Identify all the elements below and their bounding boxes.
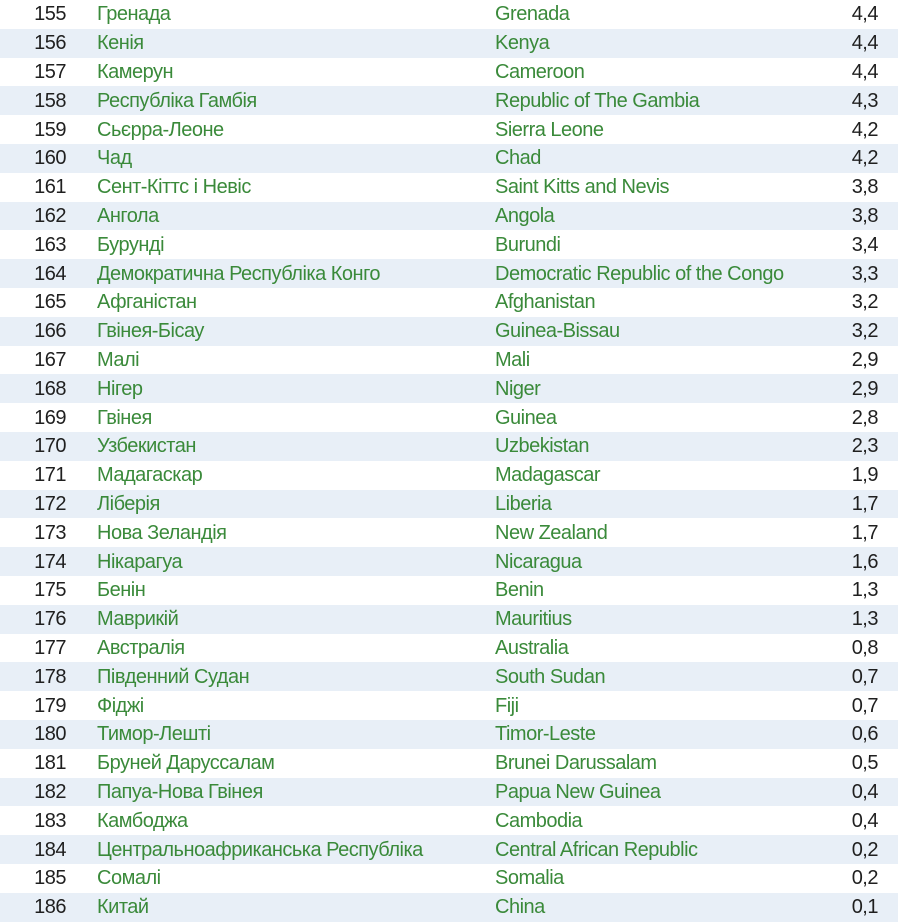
country-name-en-cell: Timor-Leste bbox=[495, 723, 596, 746]
rank-cell: 186 bbox=[34, 896, 66, 919]
rank-cell: 163 bbox=[34, 233, 66, 256]
country-name-uk-cell: Бруней Даруссалам bbox=[97, 752, 275, 775]
score-cell: 1,9 bbox=[851, 464, 878, 487]
country-name-uk-cell: Гвінея bbox=[97, 406, 152, 429]
country-name-uk-cell: Мадагаскар bbox=[97, 464, 203, 487]
country-name-en-cell: Guinea-Bissau bbox=[495, 320, 620, 343]
gap-cell bbox=[66, 835, 97, 864]
rank-cell: 158 bbox=[34, 89, 66, 112]
gap-cell bbox=[66, 691, 97, 720]
table-row bbox=[0, 691, 898, 720]
country-name-uk-cell: Ангола bbox=[97, 204, 159, 227]
score-cell: 2,8 bbox=[851, 406, 878, 429]
rank-cell: 177 bbox=[34, 636, 66, 659]
country-name-en-cell: Benin bbox=[495, 579, 544, 602]
gap-cell bbox=[66, 893, 97, 922]
gap-cell bbox=[66, 115, 97, 144]
gap-cell bbox=[66, 749, 97, 778]
table-row bbox=[0, 288, 898, 317]
gap-cell bbox=[66, 29, 97, 58]
country-name-en-cell: Niger bbox=[495, 377, 541, 400]
score-cell: 4,4 bbox=[851, 60, 878, 83]
rank-cell: 167 bbox=[34, 348, 66, 371]
table-row bbox=[0, 634, 898, 663]
country-name-en-cell: Cameroon bbox=[495, 60, 585, 83]
score-cell: 0,4 bbox=[851, 780, 878, 803]
table-row bbox=[0, 0, 898, 29]
country-name-en-cell: Mauritius bbox=[495, 608, 572, 631]
score-cell: 2,9 bbox=[851, 377, 878, 400]
gap-cell bbox=[66, 432, 97, 461]
country-name-uk-cell: Камбоджа bbox=[97, 809, 188, 832]
rank-cell: 166 bbox=[34, 320, 66, 343]
score-cell: 1,7 bbox=[851, 521, 878, 544]
table-row bbox=[0, 778, 898, 807]
table-row bbox=[0, 806, 898, 835]
country-name-uk-cell: Республіка Гамбія bbox=[97, 89, 257, 112]
country-name-uk-cell: Сьєрра-Леоне bbox=[97, 118, 224, 141]
score-cell: 1,7 bbox=[851, 492, 878, 515]
rank-cell: 171 bbox=[34, 464, 66, 487]
country-name-en-cell: Kenya bbox=[495, 32, 550, 55]
country-name-en-cell: Democratic Republic of the Congo bbox=[495, 262, 784, 285]
table-row bbox=[0, 259, 898, 288]
country-name-uk-cell: Камерун bbox=[97, 60, 174, 83]
score-cell: 4,3 bbox=[851, 89, 878, 112]
rank-cell: 173 bbox=[34, 521, 66, 544]
country-name-uk-cell: Сомалі bbox=[97, 867, 161, 890]
gap-cell bbox=[66, 605, 97, 634]
country-name-uk-cell: Малі bbox=[97, 348, 140, 371]
country-name-en-cell: China bbox=[495, 896, 545, 919]
country-name-en-cell: Somalia bbox=[495, 867, 564, 890]
country-name-uk-cell: Гвінея-Бісау bbox=[97, 320, 204, 343]
rank-cell: 175 bbox=[34, 579, 66, 602]
score-cell: 4,2 bbox=[851, 147, 878, 170]
table-row bbox=[0, 29, 898, 58]
table-row bbox=[0, 749, 898, 778]
table-row bbox=[0, 202, 898, 231]
country-name-en-cell: Papua New Guinea bbox=[495, 780, 661, 803]
score-cell: 4,4 bbox=[851, 3, 878, 26]
country-name-en-cell: Australia bbox=[495, 636, 569, 659]
country-name-en-cell: Angola bbox=[495, 204, 555, 227]
rank-cell: 159 bbox=[34, 118, 66, 141]
country-name-uk-cell: Китай bbox=[97, 896, 149, 919]
rank-cell: 165 bbox=[34, 291, 66, 314]
score-cell: 1,3 bbox=[851, 608, 878, 631]
score-cell: 4,2 bbox=[851, 118, 878, 141]
country-name-en-cell: South Sudan bbox=[495, 665, 606, 688]
rank-cell: 164 bbox=[34, 262, 66, 285]
country-name-en-cell: Uzbekistan bbox=[495, 435, 589, 458]
score-cell: 2,9 bbox=[851, 348, 878, 371]
gap-cell bbox=[66, 58, 97, 87]
gap-cell bbox=[66, 230, 97, 259]
country-name-en-cell: Central African Republic bbox=[495, 838, 698, 861]
score-cell: 0,2 bbox=[851, 867, 878, 890]
table-row bbox=[0, 864, 898, 893]
country-name-uk-cell: Гренада bbox=[97, 3, 171, 26]
table-row bbox=[0, 317, 898, 346]
score-cell: 0,7 bbox=[851, 665, 878, 688]
country-name-uk-cell: Нігер bbox=[97, 377, 143, 400]
rank-cell: 156 bbox=[34, 32, 66, 55]
country-name-en-cell: Liberia bbox=[495, 492, 552, 515]
gap-cell bbox=[66, 720, 97, 749]
table-row bbox=[0, 432, 898, 461]
rank-cell: 170 bbox=[34, 435, 66, 458]
score-cell: 1,3 bbox=[851, 579, 878, 602]
table-row bbox=[0, 403, 898, 432]
rank-cell: 168 bbox=[34, 377, 66, 400]
country-name-en-cell: Sierra Leone bbox=[495, 118, 604, 141]
rank-cell: 184 bbox=[34, 838, 66, 861]
table-row bbox=[0, 518, 898, 547]
rank-cell: 155 bbox=[34, 3, 66, 26]
score-cell: 3,2 bbox=[851, 291, 878, 314]
table-row bbox=[0, 835, 898, 864]
country-name-uk-cell: Кенія bbox=[97, 32, 144, 55]
gap-cell bbox=[66, 806, 97, 835]
score-cell: 0,7 bbox=[851, 694, 878, 717]
country-name-uk-cell: Афганістан bbox=[97, 291, 197, 314]
gap-cell bbox=[66, 461, 97, 490]
rank-cell: 157 bbox=[34, 60, 66, 83]
score-cell: 0,4 bbox=[851, 809, 878, 832]
rank-cell: 182 bbox=[34, 780, 66, 803]
score-cell: 3,3 bbox=[851, 262, 878, 285]
country-name-uk-cell: Папуа-Нова Гвінея bbox=[97, 780, 263, 803]
country-name-en-cell: Grenada bbox=[495, 3, 570, 26]
gap-cell bbox=[66, 634, 97, 663]
table-row bbox=[0, 374, 898, 403]
country-name-uk-cell: Узбекистан bbox=[97, 435, 196, 458]
score-cell: 3,4 bbox=[851, 233, 878, 256]
table-row bbox=[0, 720, 898, 749]
table-row bbox=[0, 490, 898, 519]
country-name-en-cell: Burundi bbox=[495, 233, 561, 256]
table-row bbox=[0, 58, 898, 87]
rank-cell: 181 bbox=[34, 752, 66, 775]
score-cell: 0,2 bbox=[851, 838, 878, 861]
rank-cell: 179 bbox=[34, 694, 66, 717]
score-cell: 0,6 bbox=[851, 723, 878, 746]
country-name-en-cell: Madagascar bbox=[495, 464, 601, 487]
score-cell: 3,2 bbox=[851, 320, 878, 343]
country-name-uk-cell: Маврикій bbox=[97, 608, 179, 631]
country-name-uk-cell: Бурунді bbox=[97, 233, 165, 256]
table-row bbox=[0, 144, 898, 173]
score-cell: 0,5 bbox=[851, 752, 878, 775]
table-row bbox=[0, 547, 898, 576]
score-cell: 3,8 bbox=[851, 176, 878, 199]
country-name-en-cell: Afghanistan bbox=[495, 291, 596, 314]
rank-cell: 169 bbox=[34, 406, 66, 429]
gap-cell bbox=[66, 0, 97, 29]
table-row bbox=[0, 173, 898, 202]
rank-cell: 174 bbox=[34, 550, 66, 573]
country-name-en-cell: Fiji bbox=[495, 694, 519, 717]
country-name-en-cell: Brunei Darussalam bbox=[495, 752, 657, 775]
country-name-uk-cell: Нова Зеландія bbox=[97, 521, 227, 544]
table-row bbox=[0, 86, 898, 115]
table-row bbox=[0, 576, 898, 605]
gap-cell bbox=[66, 864, 97, 893]
gap-cell bbox=[66, 778, 97, 807]
country-name-uk-cell: Чад bbox=[97, 147, 132, 170]
country-name-en-cell: Nicaragua bbox=[495, 550, 582, 573]
score-cell: 4,4 bbox=[851, 32, 878, 55]
country-name-uk-cell: Фіджі bbox=[97, 694, 144, 717]
gap-cell bbox=[66, 202, 97, 231]
rank-cell: 162 bbox=[34, 204, 66, 227]
country-name-uk-cell: Нікарагуа bbox=[97, 550, 183, 573]
rank-cell: 180 bbox=[34, 723, 66, 746]
country-name-uk-cell: Сент-Кіттс і Невіс bbox=[97, 176, 251, 199]
gap-cell bbox=[66, 346, 97, 375]
gap-cell bbox=[66, 576, 97, 605]
gap-cell bbox=[66, 288, 97, 317]
gap-cell bbox=[66, 317, 97, 346]
country-name-en-cell: Republic of The Gambia bbox=[495, 89, 700, 112]
rank-cell: 185 bbox=[34, 867, 66, 890]
gap-cell bbox=[66, 518, 97, 547]
rank-cell: 183 bbox=[34, 809, 66, 832]
table-row bbox=[0, 605, 898, 634]
country-name-uk-cell: Бенін bbox=[97, 579, 146, 602]
gap-cell bbox=[66, 403, 97, 432]
score-cell: 0,1 bbox=[851, 896, 878, 919]
country-name-en-cell: Saint Kitts and Nevis bbox=[495, 176, 670, 199]
score-cell: 0,8 bbox=[851, 636, 878, 659]
gap-cell bbox=[66, 490, 97, 519]
country-name-uk-cell: Південний Судан bbox=[97, 665, 250, 688]
table-row bbox=[0, 115, 898, 144]
score-cell: 2,3 bbox=[851, 435, 878, 458]
country-name-uk-cell: Центральноафриканська Республіка bbox=[97, 838, 423, 861]
country-name-uk-cell: Демократична Республіка Конго bbox=[97, 262, 381, 285]
table-row bbox=[0, 461, 898, 490]
country-name-en-cell: Guinea bbox=[495, 406, 557, 429]
rank-cell: 178 bbox=[34, 665, 66, 688]
country-name-en-cell: Cambodia bbox=[495, 809, 583, 832]
country-name-uk-cell: Ліберія bbox=[97, 492, 160, 515]
table-row bbox=[0, 346, 898, 375]
gap-cell bbox=[66, 259, 97, 288]
rank-cell: 176 bbox=[34, 608, 66, 631]
gap-cell bbox=[66, 547, 97, 576]
gap-cell bbox=[66, 662, 97, 691]
rank-cell: 161 bbox=[34, 176, 66, 199]
gap-cell bbox=[66, 173, 97, 202]
country-name-en-cell: Chad bbox=[495, 147, 541, 170]
country-name-en-cell: New Zealand bbox=[495, 521, 608, 544]
rank-cell: 172 bbox=[34, 492, 66, 515]
table-row bbox=[0, 893, 898, 922]
gap-cell bbox=[66, 86, 97, 115]
table-row bbox=[0, 662, 898, 691]
country-name-en-cell: Mali bbox=[495, 348, 530, 371]
score-cell: 1,6 bbox=[851, 550, 878, 573]
score-cell: 3,8 bbox=[851, 204, 878, 227]
country-name-uk-cell: Тимор-Лешті bbox=[97, 723, 211, 746]
rank-cell: 160 bbox=[34, 147, 66, 170]
country-name-uk-cell: Австралія bbox=[97, 636, 185, 659]
gap-cell bbox=[66, 374, 97, 403]
gap-cell bbox=[66, 144, 97, 173]
table-row bbox=[0, 230, 898, 259]
